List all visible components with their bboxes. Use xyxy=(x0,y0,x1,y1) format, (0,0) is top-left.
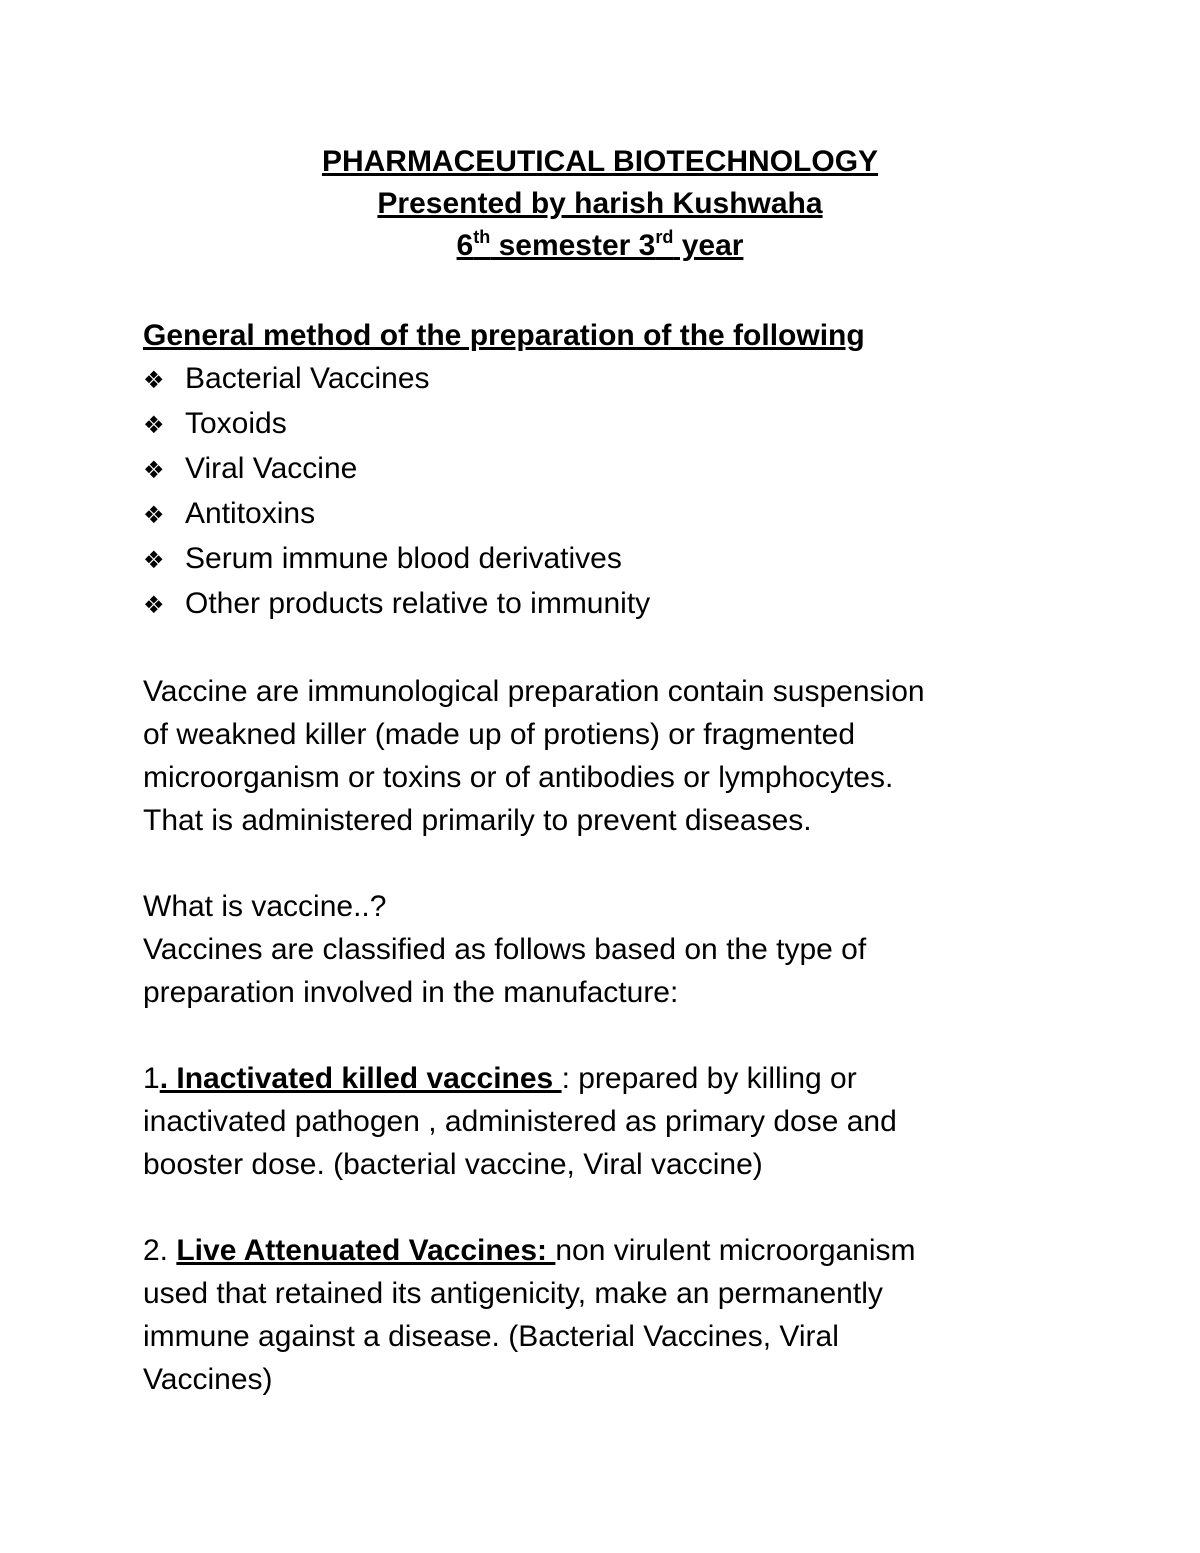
list-item xyxy=(143,582,1073,627)
list-item-label: Bacterial Vaccines xyxy=(185,362,430,395)
type-number: 1 xyxy=(143,1062,160,1095)
list-item-label: Serum immune blood derivatives xyxy=(185,542,622,575)
type-description-line: immune against a disease. (Bacterial Vaccines, Viral xyxy=(143,1320,839,1353)
classification-line: Vaccines are classified as follows based on the type of xyxy=(143,933,867,966)
presenter-line: Presented by harish Kushwaha xyxy=(377,187,823,220)
list-item xyxy=(143,402,1073,447)
list-item-label: Toxoids xyxy=(185,407,287,440)
year-text: year xyxy=(673,229,744,262)
definition-line: Vaccine are immunological preparation contain suspension xyxy=(143,675,925,708)
list-item-label: Viral Vaccine xyxy=(185,452,358,485)
list-item xyxy=(143,447,1073,492)
list-item xyxy=(143,492,1073,537)
spacer xyxy=(143,1186,1073,1229)
spacer xyxy=(143,627,1073,670)
spacer xyxy=(143,842,1073,885)
type-description: non virulent microorganism xyxy=(555,1234,916,1267)
spacer xyxy=(143,1014,1073,1057)
title-block xyxy=(0,141,1200,267)
list-item-label: Antitoxins xyxy=(185,497,316,530)
year-superscript: rd xyxy=(655,227,674,247)
document-title: PHARMACEUTICAL BIOTECHNOLOGY xyxy=(321,145,879,178)
diamond-bullet-icon: ❖ xyxy=(143,592,165,619)
definition-line: of weakned killer (made up of protiens) or fragmented xyxy=(143,718,856,751)
document-body xyxy=(143,314,1073,1401)
type-number: 2. xyxy=(143,1234,177,1267)
list-item xyxy=(143,537,1073,582)
diamond-bullet-icon: ❖ xyxy=(143,367,165,394)
definition-paragraph xyxy=(143,670,1073,842)
definition-line: microorganism or toxins or of antibodies or lymphocytes. xyxy=(143,761,894,794)
diamond-bullet-icon: ❖ xyxy=(143,457,165,484)
classification-line: preparation involved in the manufacture: xyxy=(143,976,679,1009)
semester-line xyxy=(0,225,1200,267)
diamond-bullet-icon: ❖ xyxy=(143,412,165,439)
section-heading: General method of the preparation of the following xyxy=(143,319,865,352)
semester-text: semester 3 xyxy=(490,229,656,262)
topic-list xyxy=(143,357,1073,627)
type-description-line: booster dose. (bacterial vaccine, Viral vaccine) xyxy=(143,1148,763,1181)
type-description-line: inactivated pathogen , administered as primary dose and xyxy=(143,1105,897,1138)
semester-superscript: th xyxy=(473,227,491,247)
diamond-bullet-icon: ❖ xyxy=(143,547,165,574)
semester-number: 6 xyxy=(456,229,474,262)
diamond-bullet-icon: ❖ xyxy=(143,502,165,529)
question-paragraph xyxy=(143,885,1073,1014)
list-item-label: Other products relative to immunity xyxy=(185,587,651,620)
type-1-paragraph xyxy=(143,1057,1073,1186)
type-label: Live Attenuated Vaccines: xyxy=(176,1234,556,1267)
type-label: . Inactivated killed vaccines xyxy=(159,1062,562,1095)
type-description-line: used that retained its antigenicity, make an permanently xyxy=(143,1277,883,1310)
question-text: What is vaccine..? xyxy=(143,890,387,923)
list-item xyxy=(143,357,1073,402)
type-2-paragraph xyxy=(143,1229,1073,1401)
definition-line: That is administered primarily to prevent diseases. xyxy=(143,804,812,837)
type-description-line: Vaccines) xyxy=(143,1363,273,1396)
type-description: : prepared by killing or xyxy=(561,1062,857,1095)
